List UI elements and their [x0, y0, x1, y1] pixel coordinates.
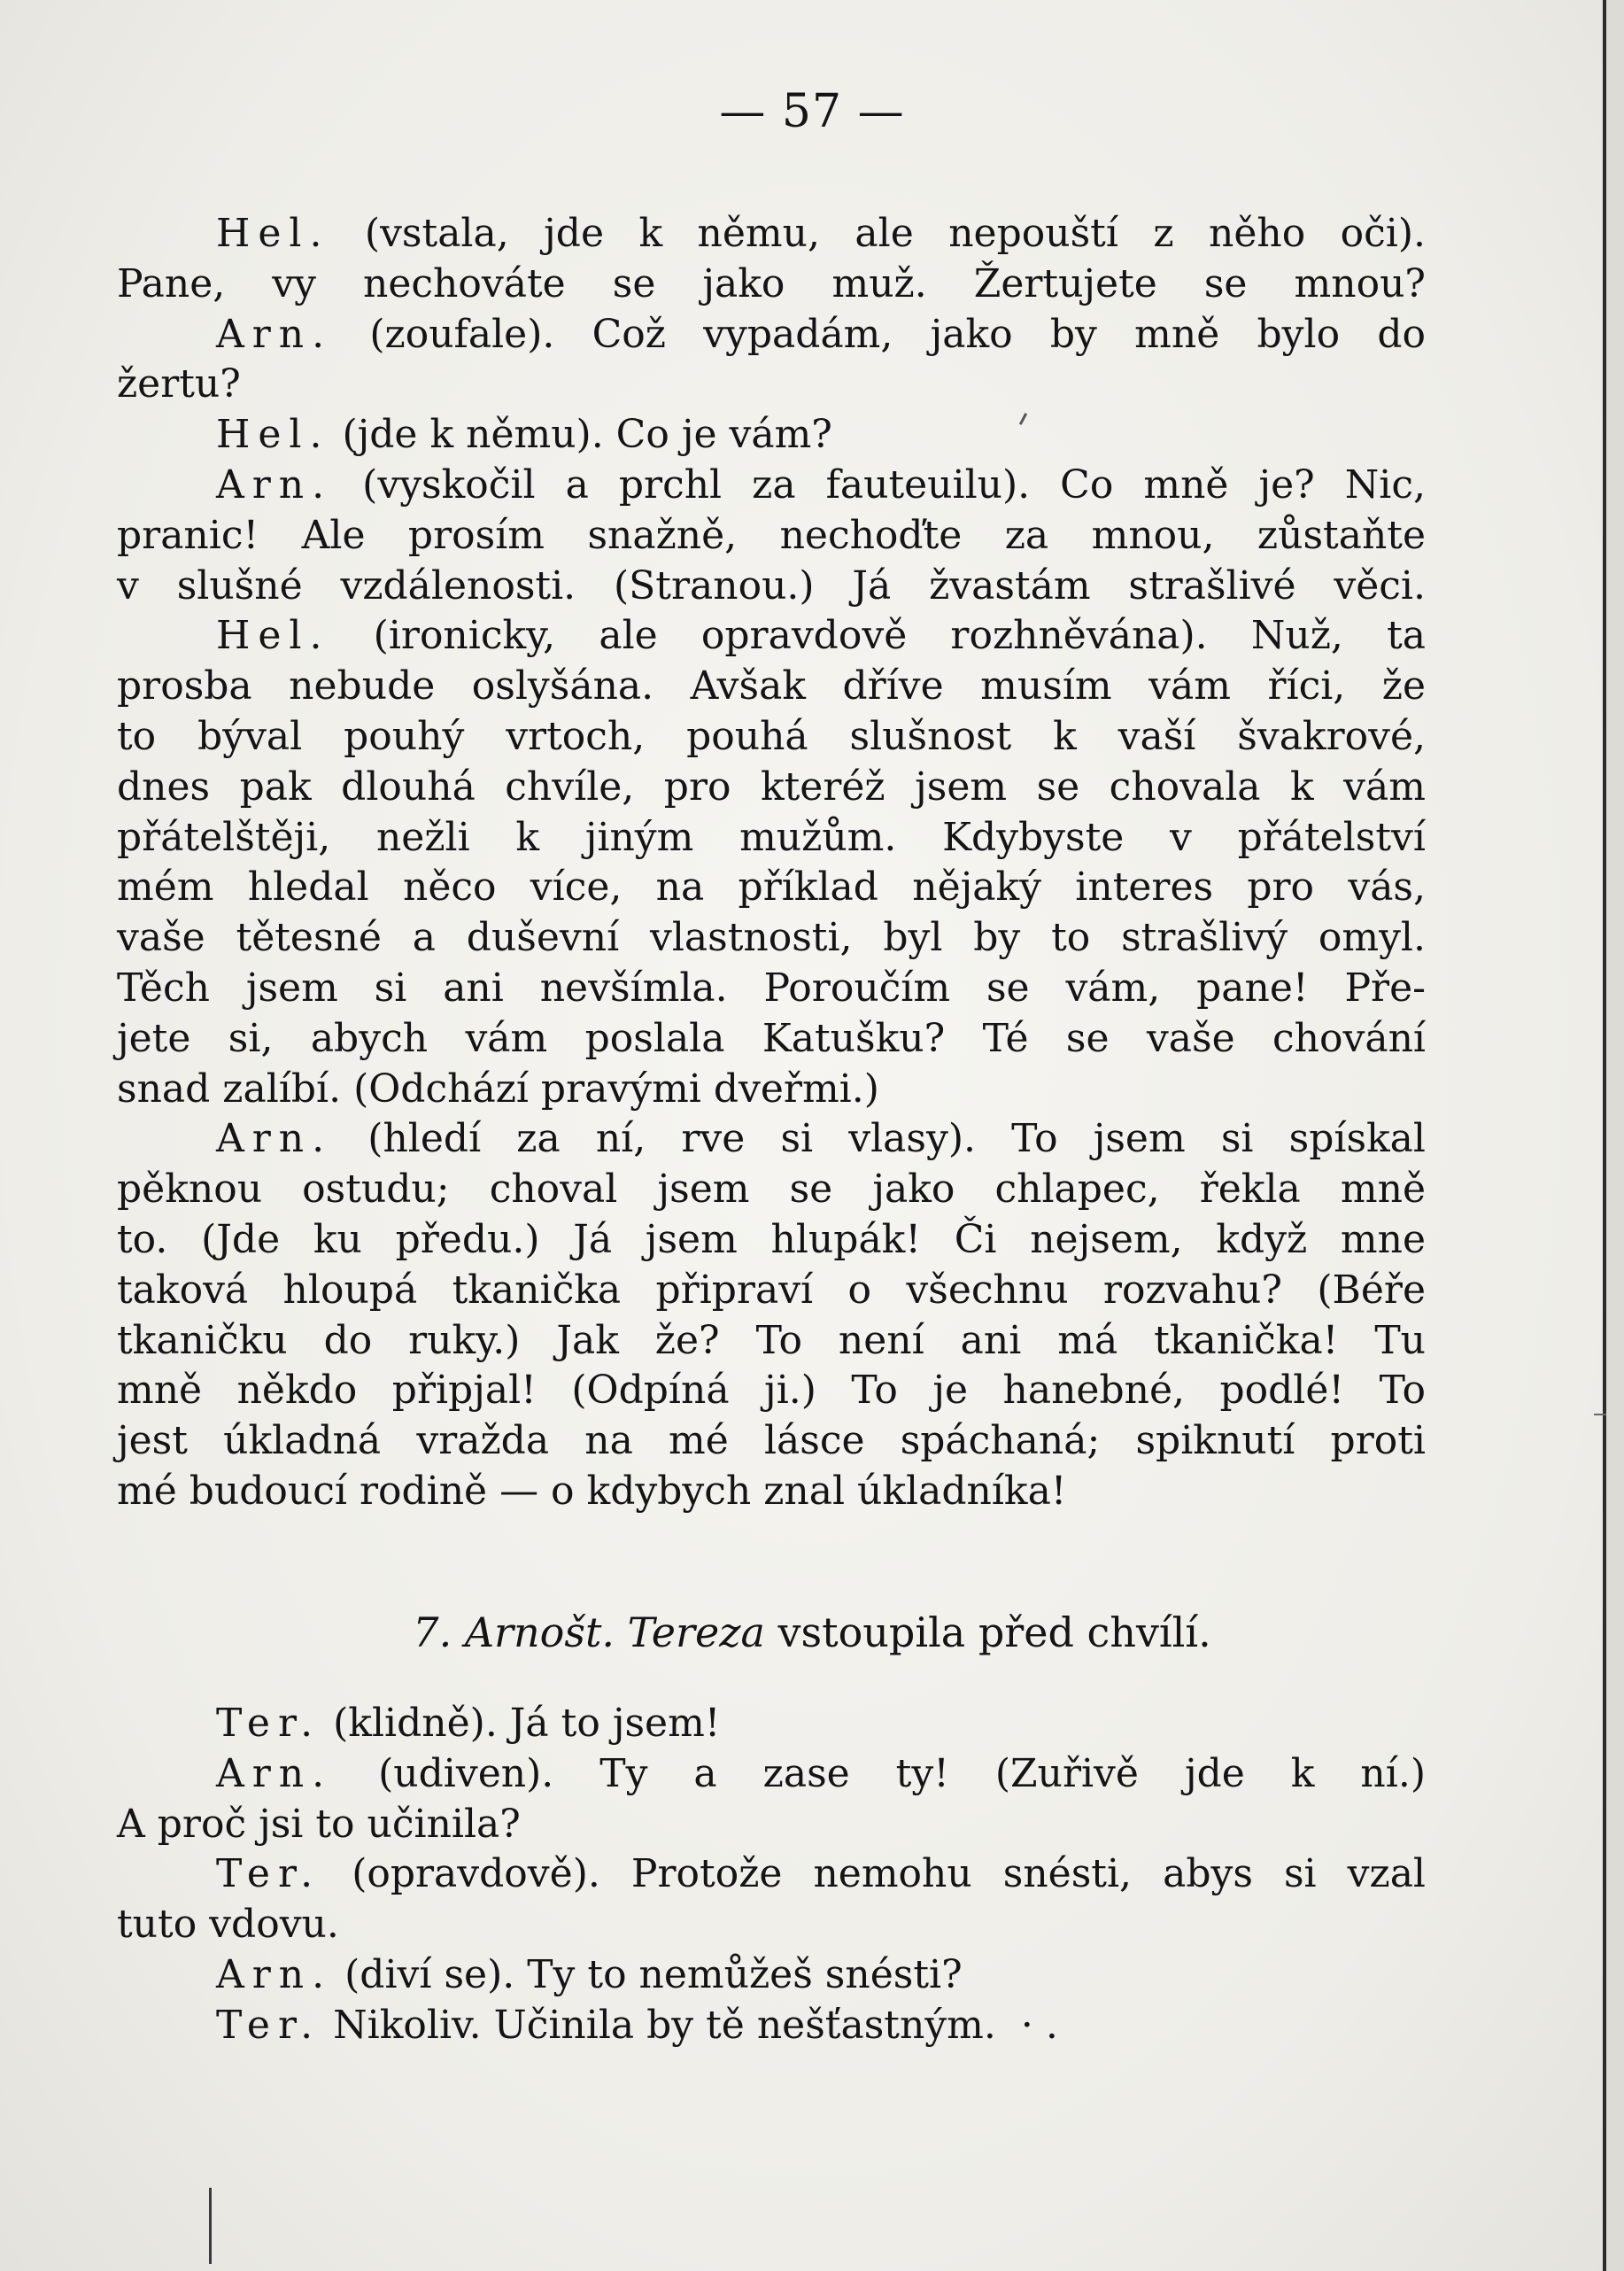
scene-heading [0, 1608, 1624, 1656]
text-line [117, 1266, 1426, 1316]
line-text: mé budoucí rodině — o kdybych znal úkladníka! [117, 1468, 1067, 1514]
text-line [117, 1749, 1426, 1800]
text-line [117, 2001, 1426, 2051]
speaker-name: Arn. [216, 1951, 333, 1997]
speaker-name: Arn. [216, 461, 333, 508]
print-speck [1594, 1414, 1606, 1415]
text-line [117, 461, 1426, 511]
line-text: (zoufale). Což vypadám, jako by mně bylo do [332, 311, 1426, 357]
speaker-name: Ter. [216, 2002, 321, 2048]
line-text: jest úkladná vražda na mé lásce spáchaná; spiknutí proti [117, 1418, 1426, 1464]
speaker-name: Arn. [216, 311, 333, 357]
text-line [117, 1215, 1426, 1266]
text-line [117, 562, 1426, 612]
line-text: to. (Jde ku předu.) Já jsem hlupák! Či nejsem, když mne [117, 1216, 1426, 1262]
line-text: (opravdově). Protože nemohu snésti, abys si vzal [321, 1851, 1426, 1897]
line-text: tkaničku do ruky.) Jak že? To není ani má tkanička! Tu [117, 1317, 1426, 1363]
text-line [117, 310, 1426, 360]
text-line [117, 1165, 1426, 1215]
speaker-name: Arn. [216, 1116, 333, 1162]
text-line [117, 1467, 1426, 1517]
line-text: (jde k němu). Co je vám? [329, 412, 832, 458]
text-block-first [117, 209, 1426, 1517]
text-line [117, 813, 1426, 864]
speaker-name: Ter. [216, 1701, 321, 1746]
text-line [117, 1014, 1426, 1065]
text-line [117, 1366, 1426, 1416]
speaker-name: Hel. [216, 211, 330, 256]
text-line [117, 863, 1426, 913]
text-line [117, 1800, 1426, 1850]
text-line [117, 260, 1426, 310]
line-text: jete si, abych vám poslala Katušku? Té se vaše chování [117, 1015, 1426, 1061]
line-text: to býval pouhý vrtoch, pouhá slušnost k vaší švakrové, [117, 713, 1426, 759]
line-text: Nikoliv. Učinila by tě nešťastným. [321, 2002, 996, 2048]
text-line [117, 662, 1426, 712]
trailing-marks: · . [995, 2002, 1058, 2048]
text-line [117, 1849, 1426, 1900]
speaker-name: Hel. [216, 412, 330, 458]
line-text: (klidně). Já to jsem! [321, 1701, 721, 1746]
line-text: snad zalíbí. (Odchází pravými dveřmi.) [117, 1066, 879, 1112]
line-text: Pane, vy nechováte se jako muž. Žertujete se mnou? [117, 260, 1426, 306]
line-text: (udiven). Ty a zase ty! (Zuřivě jde k ní.) [332, 1750, 1426, 1796]
text-line [117, 360, 1426, 410]
speaker-name: Hel. [216, 613, 330, 659]
line-text: (vstala, jde k němu, ale nepouští z něho oči). [329, 211, 1426, 256]
text-line [117, 1114, 1426, 1165]
line-text: tuto vdovu. [117, 1902, 339, 1948]
page-edge-shadow [1606, 0, 1624, 2271]
text-block-second [117, 1699, 1426, 2051]
text-line [117, 611, 1426, 662]
line-text: taková hloupá tkanička připraví o všechnu rozvahu? (Béře [117, 1267, 1426, 1313]
text-line [117, 712, 1426, 763]
text-line [117, 511, 1426, 562]
text-line [117, 410, 1426, 461]
text-line [117, 1900, 1426, 1950]
text-line [117, 1065, 1426, 1115]
page-edge [1603, 0, 1606, 2271]
text-line [117, 763, 1426, 813]
line-text: v slušné vzdálenosti. (Stranou.) Já žvastám strašlivé věci. [117, 562, 1426, 608]
line-text: (vyskočil a prchl za fauteuilu). Co mně je? Nic, [332, 461, 1426, 508]
line-text: (hledí za ní, rve si vlasy). To jsem si spískal [332, 1116, 1426, 1162]
text-line [117, 1699, 1426, 1749]
line-text: dnes pak dlouhá chvíle, pro kteréž jsem se chovala k vám [117, 763, 1426, 810]
line-text: pěknou ostudu; choval jsem se jako chlapec, řekla mně [117, 1167, 1426, 1213]
margin-mark [209, 2188, 212, 2264]
text-line [117, 1316, 1426, 1367]
line-text: mém hledal něco více, na příklad nějaký interes pro vás, [117, 864, 1426, 911]
speaker-name: Ter. [216, 1851, 321, 1897]
line-text: pranic! Ale prosím snažně, nechoďte za mnou, zůstaňte [117, 512, 1426, 558]
line-text: (diví se). Ty to nemůžeš snésti? [332, 1951, 963, 1997]
line-text: Těch jsem si ani nevšímla. Poroučím se vám, pane! Pře- [117, 965, 1426, 1011]
scene-direction: vstoupila před chvílí. [777, 1608, 1211, 1656]
line-text: přátelštěji, nežli k jiným mužům. Kdybyste v přátelství [117, 814, 1426, 860]
line-text: vaše tětesné a duševní vlastnosti, byl by to strašlivý omyl. [117, 915, 1426, 961]
line-text: prosba nebude oslyšána. Avšak dříve musím vám říci, že [117, 663, 1426, 709]
text-line [117, 1950, 1426, 2001]
scene-number: 7. [413, 1608, 452, 1656]
line-text: mně někdo připjal! (Odpíná ji.) To je hanebné, podlé! To [117, 1368, 1426, 1414]
page-number: — 57 — [719, 85, 905, 138]
speaker-name: Arn. [216, 1750, 333, 1796]
text-line [117, 913, 1426, 964]
text-line [117, 1416, 1426, 1467]
line-text: žertu? [117, 361, 241, 407]
text-line [117, 209, 1426, 260]
scene-characters: Arnošt. Tereza [464, 1608, 765, 1656]
line-text: A proč jsi to učinila? [117, 1801, 521, 1847]
line-text: (ironicky, ale opravdově rozhněvána). Nuž, ta [329, 613, 1426, 659]
text-line [117, 964, 1426, 1014]
